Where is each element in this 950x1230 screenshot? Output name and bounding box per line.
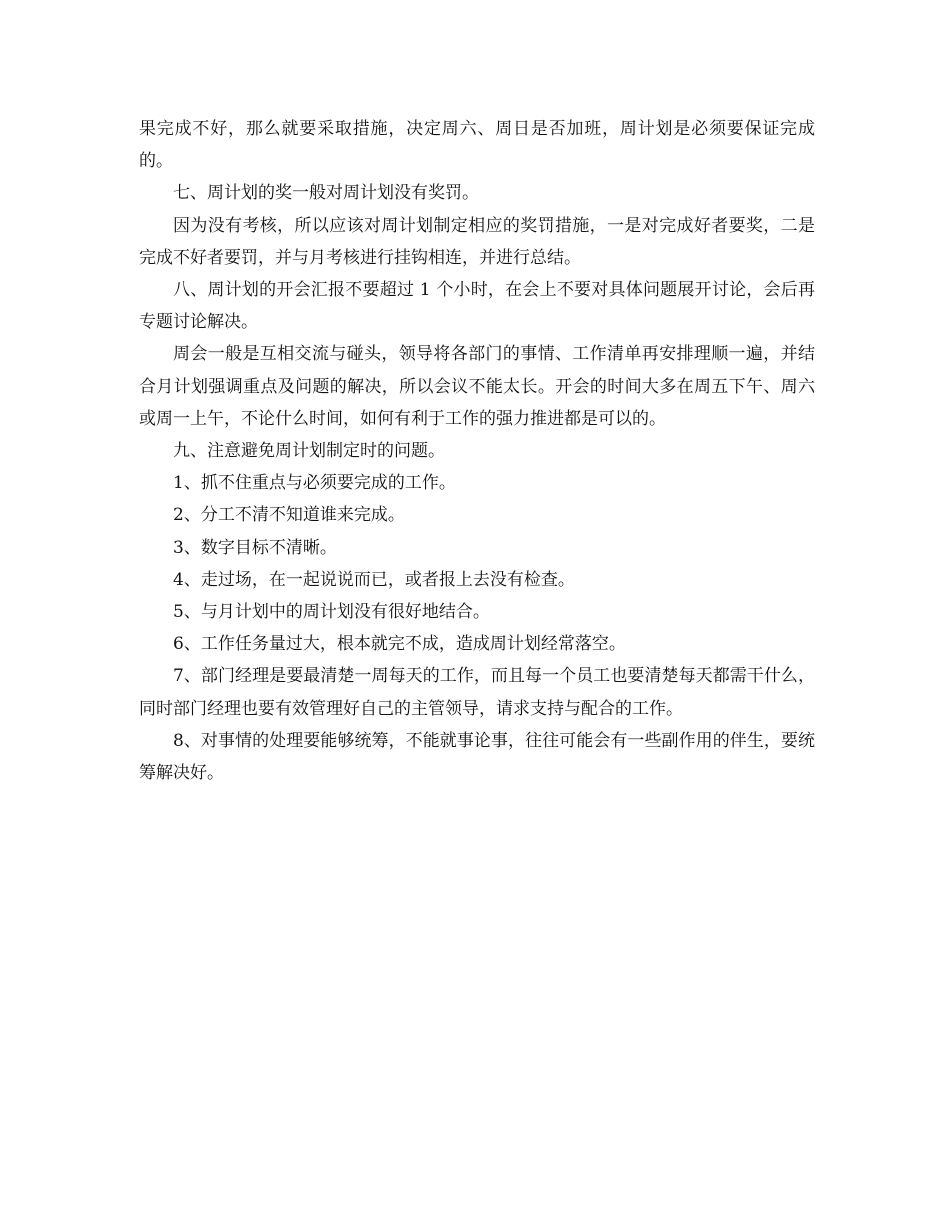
paragraph-section-7-body: 因为没有考核，所以应该对周计划制定相应的奖罚措施，一是对完成好者要奖，二是完成不好者要罚，并与月考核进行挂钩相连，并进行总结。	[139, 215, 815, 268]
list-item-5: 5、与月计划中的周计划没有很好地结合。	[173, 602, 490, 623]
list-item-3: 3、数字目标不清晰。	[173, 537, 337, 558]
paragraph-continuation: 果完成不好，那么就要采取措施，决定周六、周日是否加班，周计划是必须要保证完成的。	[139, 119, 815, 172]
list-item-7: 7、部门经理是要最清楚一周每天的工作，而且每一个员工也要清楚每天都需干什么，同时部门经理也要有效管理好自己的主管领导，请求支持与配合的工作。	[139, 666, 815, 719]
list-item-4: 4、走过场，在一起说说而已，或者报上去没有检查。	[173, 569, 575, 590]
list-item-1: 1、抓不住重点与必须要完成的工作。	[173, 473, 456, 494]
paragraph-section-7-heading: 七、周计划的奖一般对周计划没有奖罚。	[173, 183, 479, 204]
paragraph-section-9-heading: 九、注意避免周计划制定时的问题。	[173, 441, 445, 462]
paragraph-section-8-body: 周会一般是互相交流与碰头，领导将各部门的事情、工作清单再安排理顺一遍，并结合月计划强调重点及问题的解决，所以会议不能太长。开会的时间大多在周五下午、周六或周一上午，不论什么时间，如何有利于工作的强力推进都是可以的。	[139, 344, 815, 429]
list-item-2: 2、分工不清不知道谁来完成。	[173, 505, 405, 526]
paragraph-section-8-heading: 八、周计划的开会汇报不要超过 1 个小时，在会上不要对具体问题展开讨论，会后再专题讨论解决。	[139, 280, 815, 333]
document-body	[139, 113, 815, 789]
list-item-8: 8、对事情的处理要能够统筹，不能就事论事，往往可能会有一些副作用的伴生，要统筹解决好。	[139, 730, 815, 784]
list-item-6: 6、工作任务量过大，根本就完不成，造成周计划经常落空。	[173, 634, 626, 655]
